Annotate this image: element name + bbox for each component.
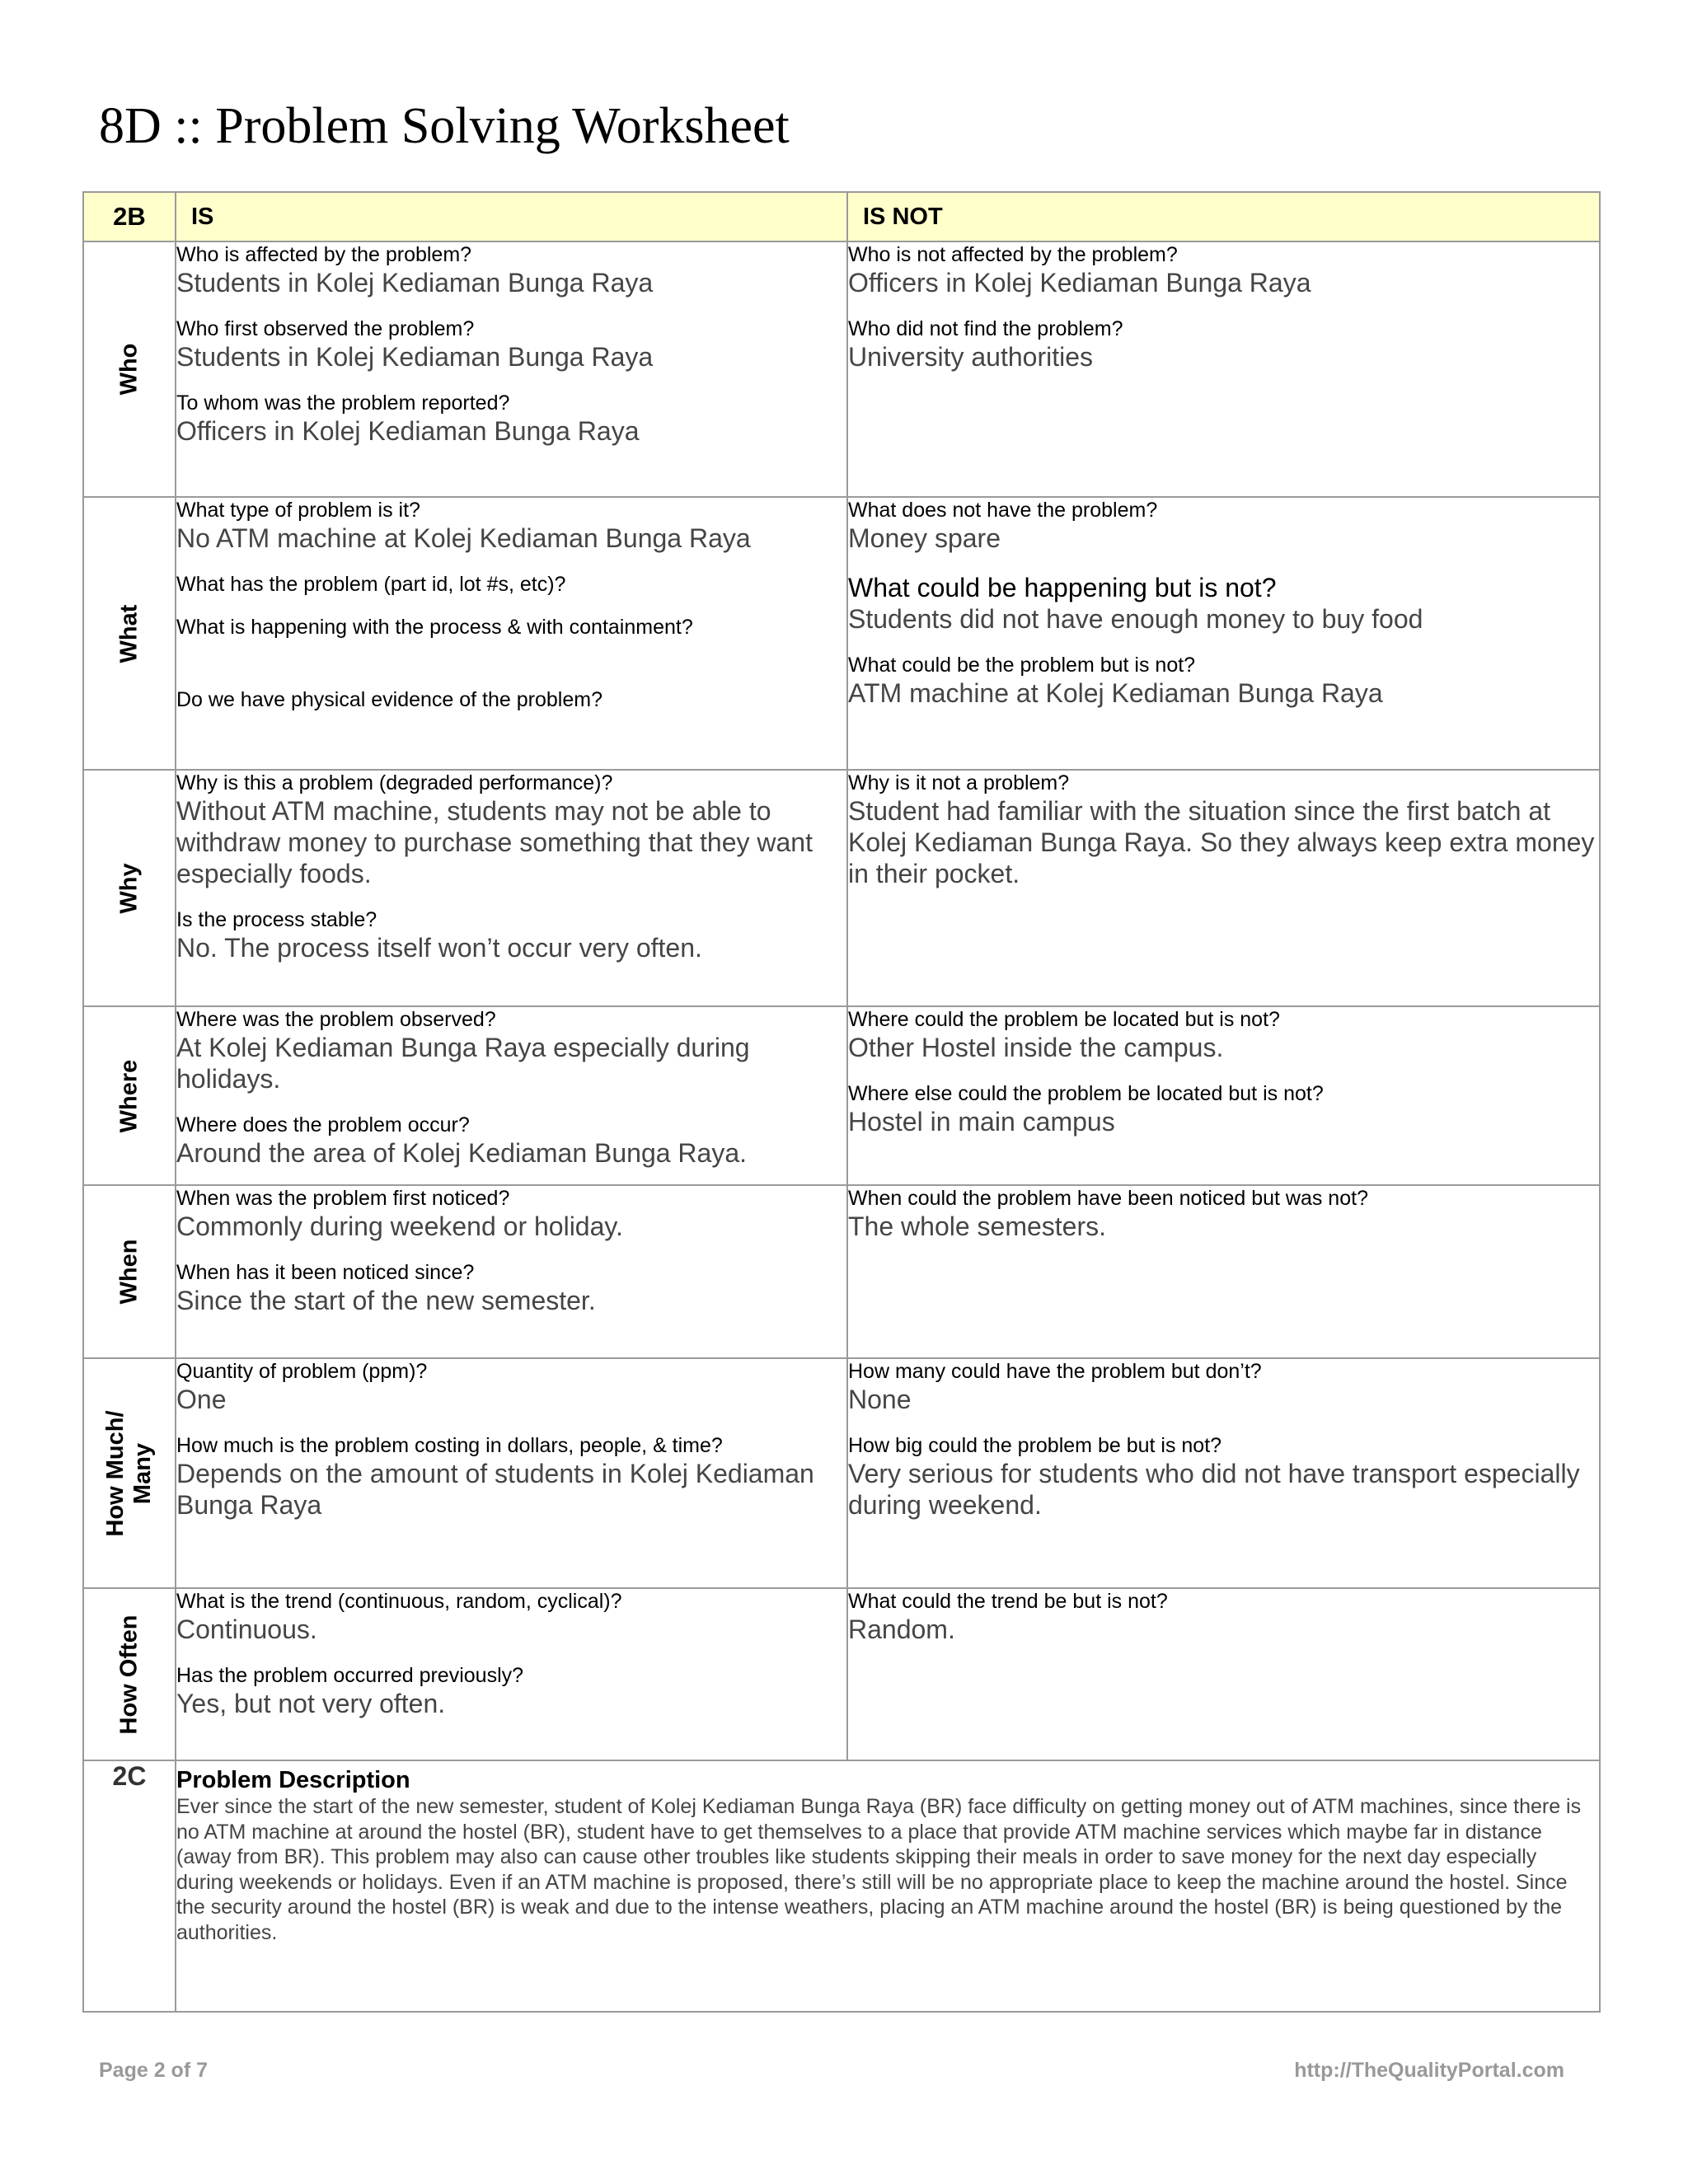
where-is-not-cell — [847, 1006, 1600, 1185]
header-row — [83, 192, 1600, 241]
question: How big could the problem be but is not? — [848, 1434, 1222, 1457]
answer: Yes, but not very often. — [176, 1689, 446, 1718]
why-is-cell — [176, 770, 847, 1006]
question: What is happening with the process & with containment? — [176, 616, 693, 639]
how-much-is-not-cell — [847, 1358, 1600, 1588]
is-not-column-header: IS NOT — [847, 192, 1600, 241]
row-label-who: Who — [83, 241, 176, 497]
answer: Since the start of the new semester. — [176, 1286, 596, 1315]
question: Where else could the problem be located but is not? — [848, 1082, 1324, 1105]
answer: Student had familiar with the situation since the first batch at Kolej Kediaman Bunga Raya. So they always keep extra money in their pocket. — [848, 796, 1595, 888]
question: Where was the problem observed? — [176, 1008, 496, 1031]
question: What has the problem (part id, lot #s, etc)? — [176, 573, 566, 596]
section-code-2b: 2B — [83, 192, 176, 241]
why-is-not-cell — [847, 770, 1600, 1006]
question: Is the process stable? — [176, 908, 377, 931]
question: When could the problem have been noticed but was not? — [848, 1187, 1368, 1210]
question: When was the problem first noticed? — [176, 1187, 510, 1210]
section-code-2c: 2C — [83, 1760, 176, 2012]
answer: Officers in Kolej Kediaman Bunga Raya — [848, 268, 1311, 298]
question: Where does the problem occur? — [176, 1113, 470, 1137]
question: How much is the problem costing in dollars, people, & time? — [176, 1434, 723, 1457]
problem-description-body: Ever since the start of the new semester, student of Kolej Kediaman Bunga Raya (BR) face difficulty on getting money out of ATM machines, since there is no ATM machine at around the hostel (BR), student have to get themselves to a place that provide ATM machine services which maybe far in distance (away from BR). This problem may also can cause other troubles like students skipping their meals in order to save money for the next day especially during weekends or holidays. Even if an ATM machine is proposed, there’s still will be no appropriate place to keep the machine around the hostel. Since the security around the hostel (BR) is weak and due to the intense weathers, placing an ATM machine around the hostel (BR) is being questioned by the authorities. — [176, 1795, 1582, 1944]
question: Who did not find the problem? — [848, 317, 1123, 340]
how-much-is-cell — [176, 1358, 847, 1588]
answer: Officers in Kolej Kediaman Bunga Raya — [176, 416, 640, 446]
page-number: Page 2 of 7 — [99, 2059, 208, 2082]
answer: None — [848, 1385, 912, 1414]
answer: Without ATM machine, students may not be able to withdraw money to purchase something that they want especially foods. — [176, 796, 813, 888]
question: Where could the problem be located but is not? — [848, 1008, 1280, 1031]
question: How many could have the problem but don’t? — [848, 1360, 1262, 1383]
answer: Around the area of Kolej Kediaman Bunga Raya. — [176, 1138, 748, 1168]
problem-description-cell — [176, 1760, 1600, 2012]
who-is-not-cell — [847, 241, 1600, 497]
row-label-how-much-many: How Much/ Many — [83, 1358, 176, 1588]
is-column-header: IS — [176, 192, 847, 241]
row-label-what: What — [83, 497, 176, 770]
page-title: 8D :: Problem Solving Worksheet — [99, 98, 790, 154]
question: What is the trend (continuous, random, cyclical)? — [176, 1590, 622, 1613]
answer: Commonly during weekend or holiday. — [176, 1212, 623, 1241]
what-is-cell — [176, 497, 847, 770]
where-is-cell — [176, 1006, 847, 1185]
question: When has it been noticed since? — [176, 1261, 475, 1284]
answer: Students in Kolej Kediaman Bunga Raya — [176, 268, 654, 298]
answer: Very serious for students who did not have transport especially during weekend. — [848, 1459, 1580, 1520]
footer-url: http://TheQualityPortal.com — [1294, 2059, 1564, 2082]
how-often-is-not-cell — [847, 1588, 1600, 1760]
question: What could be the problem but is not? — [848, 654, 1196, 677]
answer: Money spare — [848, 523, 1001, 553]
row-how-much-many — [83, 1358, 1600, 1588]
question: Do we have physical evidence of the problem? — [176, 688, 603, 711]
answer: One — [176, 1385, 227, 1414]
row-label-when: When — [83, 1185, 176, 1358]
problem-description-title: Problem Description — [176, 1767, 410, 1793]
question: What does not have the problem? — [848, 499, 1158, 522]
answer: Students in Kolej Kediaman Bunga Raya — [176, 342, 654, 372]
row-who — [83, 241, 1600, 497]
question: What type of problem is it? — [176, 499, 420, 522]
what-is-not-cell — [847, 497, 1600, 770]
answer: Depends on the amount of students in Kolej Kediaman Bunga Raya — [176, 1459, 814, 1520]
answer: Other Hostel inside the campus. — [848, 1033, 1224, 1062]
answer: Students did not have enough money to buy food — [848, 604, 1423, 634]
answer: At Kolej Kediaman Bunga Raya especially during holidays. — [176, 1033, 750, 1094]
row-problem-description — [83, 1760, 1600, 2012]
question: Who is affected by the problem? — [176, 243, 472, 266]
question: What could the trend be but is not? — [848, 1590, 1168, 1613]
answer: No ATM machine at Kolej Kediaman Bunga Raya — [176, 523, 751, 553]
who-is-cell — [176, 241, 847, 497]
question: To whom was the problem reported? — [176, 391, 510, 415]
question: Why is it not a problem? — [848, 771, 1070, 794]
row-why — [83, 770, 1600, 1006]
question: Has the problem occurred previously? — [176, 1664, 524, 1687]
answer: Hostel in main campus — [848, 1107, 1115, 1137]
row-label-why: Why — [83, 770, 176, 1006]
row-when — [83, 1185, 1600, 1358]
row-what — [83, 497, 1600, 770]
question: What could be happening but is not? — [848, 573, 1277, 602]
answer: The whole semesters. — [848, 1212, 1107, 1241]
when-is-not-cell — [847, 1185, 1600, 1358]
question: Quantity of problem (ppm)? — [176, 1360, 428, 1383]
row-how-often — [83, 1588, 1600, 1760]
row-label-how-often: How Often — [83, 1588, 176, 1760]
question: Why is this a problem (degraded performance)? — [176, 771, 613, 794]
answer: Continuous. — [176, 1615, 317, 1644]
row-label-where: Where — [83, 1006, 176, 1185]
worksheet-table — [82, 191, 1601, 2013]
answer: University authorities — [848, 342, 1093, 372]
question: Who is not affected by the problem? — [848, 243, 1178, 266]
answer: Random. — [848, 1615, 955, 1644]
answer: No. The process itself won’t occur very often. — [176, 933, 702, 963]
answer: ATM machine at Kolej Kediaman Bunga Raya — [848, 678, 1383, 708]
how-often-is-cell — [176, 1588, 847, 1760]
when-is-cell — [176, 1185, 847, 1358]
row-where — [83, 1006, 1600, 1185]
question: Who first observed the problem? — [176, 317, 475, 340]
